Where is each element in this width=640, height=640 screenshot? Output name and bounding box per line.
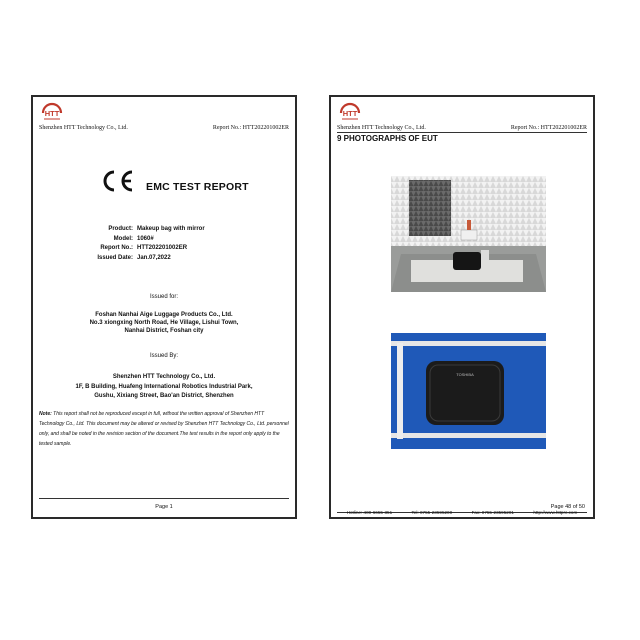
issued-by-address: Shenzhen HTT Technology Co., Ltd. 1F, B Building, Huafeng International Robotics Industrial Park, Gushu, Xixiang Street, Bao'an District, Shenzhen xyxy=(75,374,253,399)
eut-product-photo xyxy=(391,333,546,449)
page-number: Page 1 xyxy=(155,504,173,510)
report-number-header: Report No.: HTT202201002ER xyxy=(212,125,289,131)
issued-for-label: Issued for: xyxy=(149,294,178,300)
info-row: Model: 1060# xyxy=(113,235,154,242)
svg-text:HTT: HTT xyxy=(342,109,358,118)
product-info xyxy=(33,225,295,263)
ce-mark-icon xyxy=(99,169,141,193)
hotline-text: Hotline: 400-6655-351 xyxy=(346,510,393,515)
report-cover-page xyxy=(31,95,297,519)
footer-divider xyxy=(39,498,289,499)
page-number: Page 48 of 50 xyxy=(550,504,585,510)
report-note: Note: This report shall not be reproduced except in full, without the written approval of Shenzhen HTT Technology Co., Ltd. This document may be altered or revised by Shenzhen HTT Technology Co., Ltd. personnel only, and shall be noted in the revision section of the document.The test results in the report only apply to the tested sample. xyxy=(39,411,289,447)
svg-text:HTT: HTT xyxy=(44,109,60,118)
htt-logo-icon xyxy=(337,101,363,125)
report-title: EMC TEST REPORT xyxy=(146,181,249,193)
section-title: 9 PHOTOGRAPHS OF EUT xyxy=(337,134,438,143)
header-divider xyxy=(337,132,587,133)
eut-test-chamber-photo xyxy=(391,176,546,292)
fax-text: Fax: 0755-23595201 xyxy=(471,510,514,515)
info-row: Product: Makeup bag with mirror xyxy=(108,226,205,232)
company-header: Shenzhen HTT Technology Co., Ltd. xyxy=(39,125,128,131)
website-link[interactable]: http://www.httprc.com xyxy=(533,510,578,515)
info-row: Report No.: HTT202201002ER xyxy=(100,245,188,251)
report-number-header: Report No.: HTT202201002ER xyxy=(510,125,587,131)
issued-for-address: Foshan Nanhai Aige Luggage Products Co., Ltd. No.3 xiongxing North Road, He Village, Lishui Town, Nanhai District, Foshan city xyxy=(89,312,239,334)
svg-text:TOSHIBA: TOSHIBA xyxy=(456,372,474,377)
issued-by-label: Issued By: xyxy=(149,353,178,359)
contact-footer xyxy=(331,510,593,515)
photographs-page xyxy=(329,95,595,519)
company-header: Shenzhen HTT Technology Co., Ltd. xyxy=(337,125,426,131)
htt-logo-icon xyxy=(39,101,65,125)
info-row: Issued Date: Jan.07,2022 xyxy=(97,254,171,261)
tel-text: Tel: 0755-23595200 xyxy=(411,510,453,515)
